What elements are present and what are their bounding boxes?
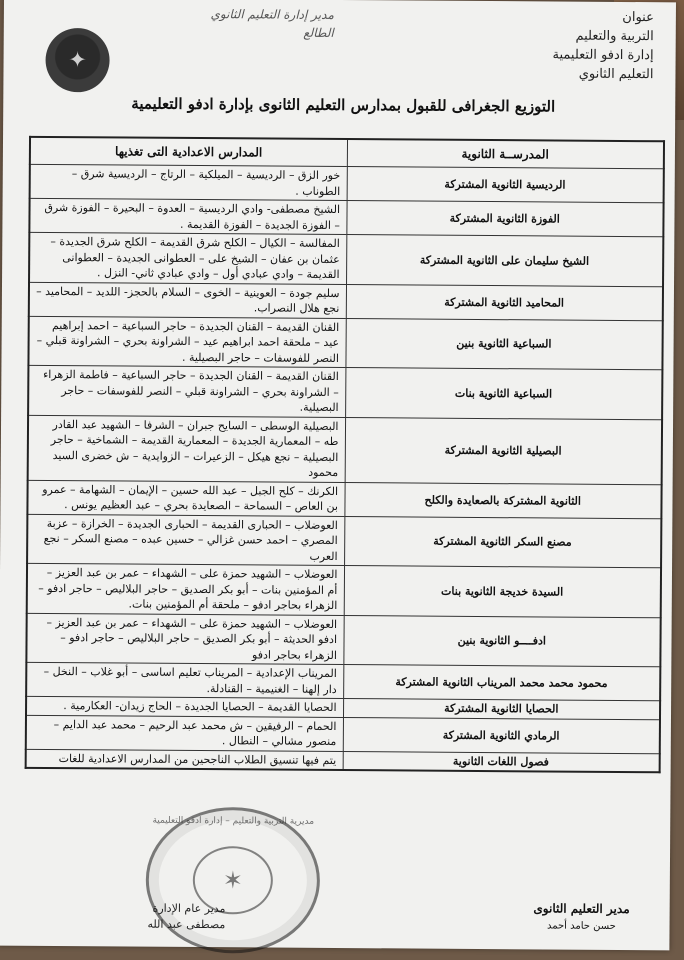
letterhead-line: التعليم الثانوي [578,66,654,83]
director-name: حسن حامد أحمد [546,920,616,932]
school-name: فصول اللغات الثانوية [343,751,660,772]
letterhead [453,7,654,84]
feeder-schools: الشيخ مصطفى- وادي الرديسية – العدوة – البحيرة – الفوزة شرق – الفوزة الجديدة – الفوزة القديمة . [29,198,346,234]
director-signature-block [533,899,629,936]
feeder-schools: العوضلاب – الحبارى القديمة – الحبارى الجديدة – الخرازة – عزبة المصري – احمد حسن غزالي – حسين عبده – مصنع السكر – نجع العرب [27,514,344,566]
school-name: السيدة خديجة الثانوية بنات [344,566,661,618]
table-row [27,514,661,568]
table-row [28,415,662,484]
school-name: الثانوية المشتركة بالصعايدة والكلح [344,482,661,518]
table-row [28,316,662,370]
table-row [29,282,663,320]
manager-title: مدير عام الإدارة [152,901,226,916]
feeder-schools: الحمام – الرفيقين – ش محمد عبد الرحيم – محمد عبد الدايم – منصور مشالي – النطال . [26,715,343,751]
school-name: الرديسية الثانوية المشتركة [347,167,664,203]
handwriting-line: مدير إدارة التعليم الثانوي [210,7,334,22]
feeder-schools: القنان القديمة – القنان الجديدة – حاجر السباعية – فاطمة الزهراء – الشراونة بحري – الشراونة قبلي – النصر للفوسفات – حاجر البصيلية. [28,365,345,417]
table-row [29,232,663,286]
school-name: الشيخ سليمان على الثانوية المشتركة [346,235,663,287]
school-name: السباعية الثانوية بنات [345,368,662,420]
table-row [27,563,661,617]
handwriting-line: الطالع [303,25,334,40]
school-name: السباعية الثانوية بنين [345,318,662,370]
table-row [30,164,664,202]
manager-signature-block [147,901,225,934]
table-row [26,613,660,667]
document-title: التوزيع الجغرافى للقبول بمدارس التعليم الثانوى بإدارة ادفو التعليمية [131,94,556,116]
feeder-schools: خور الزق – الرديسية – الميلكية – الرتاج – الرديسية شرق – الطوناب . [30,164,347,200]
school-name: الرمادي الثانوية المشتركة [343,717,660,753]
eagle-emblem-icon: ✶ [193,846,273,915]
feeder-schools: الحصايا القديمة – الحصايا الجديدة – الحاج زيدان- العكارمية . [26,696,343,717]
feeders-column-header: المدارس الاعدادية التى تغذيها [30,137,347,167]
table-row [28,365,662,419]
school-name: محمود محمد محمد المريناب الثانوية المشتركة [343,665,660,701]
feeder-schools: العوضلاب – الشهيد حمزة على – الشهداء – عمر بن عبد العزيز – ادفو الحديثة – أبو بكر الصديق – حاجر البلاليص – حاجر ادفو – الزهراء بحاجر ادفو [26,613,343,665]
ministry-logo-icon: ✦ [45,28,109,92]
table-row [26,662,660,700]
table-header-row [30,137,664,169]
letterhead-line: عنوان [622,9,654,26]
feeder-schools: المريناب الإعدادية – المريناب تعليم اساسى – أبو غلاب – النخل – دار إلهنا – الغنيمية – القنادلة. [26,662,343,698]
school-name: المحاميد الثانوية المشتركة [346,284,663,320]
school-name: ادفــــو الثانوية بنين [343,615,660,667]
feeder-schools: المفالسة – الكيال – الكلح شرق القديمة – الكلح شرق الجديدة – عثمان بن عفان – الشيخ على – العطوانى الجديدة – العطوانى القديمة – وادي عبادي أول – وادي عبادي ثاني- النزل . [29,232,346,284]
table-row [26,715,660,753]
feeder-schools: الكرنك – كلح الجبل – عبد الله حسين – الإيمان – الشهامة – عمرو بن العاص – السماحة – الصعايدة بحري – عبد العظيم يونس . [27,480,344,516]
feeder-schools: البصيلية الوسطى – السايح جبران – الشرفا – الشهيد عبد القادر طه – المعمارية الجديدة – المعمارية القديمة – الشماخية – حاجر البصيلية – نجع هيكل – الزعيرات – الزوايدية – ش خضرى السيد محمود [28,415,345,482]
stamp-ring-text: مديرية التربية والتعليم – إدارة ادفو التعليمية [152,815,315,827]
feeder-schools: يتم فيها تنسيق الطلاب الناجحين من المدارس الاعدادية للغات [26,749,343,770]
table-row [29,198,663,236]
school-name: مصنع السكر الثانوية المشتركة [344,516,661,568]
letterhead-line: التربية والتعليم [575,28,654,45]
feeder-schools: العوضلاب – الشهيد حمزة على – الشهداء – عمر بن عبد العزيز – أم المؤمنين بنات – أبو بكر الصديق – حاجر البلاليص – حاجر ادفو – الزهراء بحاجر ادفو – ملحقة أم المؤمنين بنات. [27,563,344,615]
table-row [26,749,660,772]
table-row [27,480,661,518]
director-title: مدير التعليم الثانوى [533,901,630,917]
feeder-schools: سليم جودة – العوينية – الخوى – السلام بالحجز- اللديد – المحاميد – نجع هلال النصراب. [29,282,346,318]
manager-name: مصطفى عبد الله [147,917,226,932]
feeder-schools: القنان القديمة – القنان الجديدة – حاجر السباعية – احمد إبراهيم عيد – ملحقة احمد ابراهيم عيد – الشراونة بحري – الشراونة قبلي – النصر للفوسفات – حاجر البصيلية . [28,316,345,368]
school-name: الحصايا الثانوية المشتركة [343,699,660,720]
school-name: الفوزة الثانوية المشتركة [346,201,663,237]
distribution-table [25,136,665,773]
school-column-header: المدرســة الثانوية [347,139,664,169]
handwritten-note [114,4,334,42]
letterhead-line: إدارة ادفو التعليمية [552,47,654,64]
school-name: البصيلية الثانوية المشتركة [345,417,662,484]
